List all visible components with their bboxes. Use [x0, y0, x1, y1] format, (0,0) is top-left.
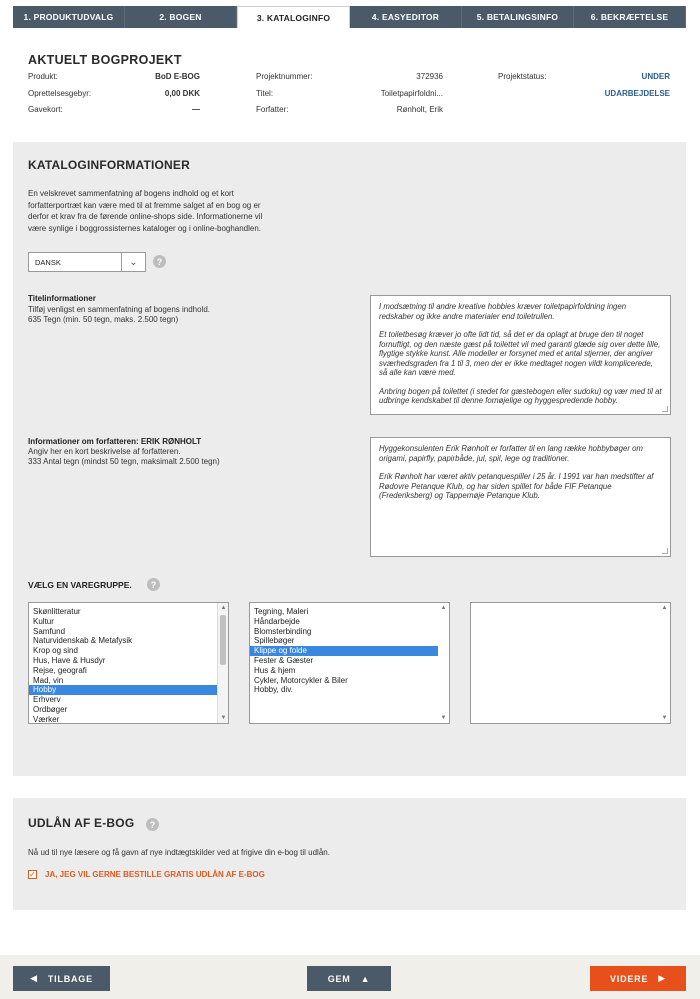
- scrollbar[interactable]: [659, 603, 670, 723]
- titelinfo-count: 635 Tegn (min. 50 tegn, maks. 2.500 tegn): [28, 315, 179, 324]
- scrollbar[interactable]: [217, 603, 228, 723]
- status-label: Projektstatus:: [498, 72, 547, 81]
- scroll-down-icon[interactable]: ▼: [661, 715, 668, 721]
- forfatter-value: Rønholt, Erik: [396, 105, 443, 114]
- titelinfo-heading: Titelinformationer: [28, 294, 96, 303]
- tab-easyeditor[interactable]: 4. EASYEDITOR: [350, 6, 462, 28]
- udlaan-checkbox-label[interactable]: JA, JEG VIL GERNE BESTILLE GRATIS UDLÅN AF E-BOG: [45, 870, 265, 879]
- chevron-down-icon[interactable]: ⌄: [121, 253, 145, 271]
- udlaan-section: [13, 798, 686, 910]
- list-item[interactable]: Krop og sind: [33, 646, 78, 656]
- titel-value: Toiletpapirfoldni...: [380, 89, 443, 98]
- forfatter-label: Forfatter:: [256, 105, 289, 114]
- titelinfo-paragraph: I modsætning til andre kreative hobbies kræver toiletpapirfoldning ingen redskaber og ikke andre materialer end toiletrullen.: [379, 302, 627, 321]
- kataloginfo-section: [13, 142, 686, 776]
- category-list-2[interactable]: [249, 602, 450, 724]
- language-value: DANSK: [35, 257, 61, 267]
- list-item[interactable]: Blomsterbinding: [254, 626, 312, 636]
- back-button-label: TILBAGE: [47, 973, 93, 984]
- intro-line-4: være synlige i boggrossisternes kataloger og i online-boghandlen.: [28, 223, 262, 233]
- forfatterinfo-heading: Informationer om forfatteren: ERIK RØNHOLT: [28, 437, 202, 446]
- list-item[interactable]: Samfund: [33, 626, 66, 636]
- project-title: AKTUELT BOGPROJEKT: [28, 53, 182, 67]
- forfatterinfo-hint: [28, 447, 220, 467]
- scroll-down-icon[interactable]: ▼: [220, 715, 227, 721]
- help-icon[interactable]: ?: [153, 255, 166, 268]
- footer-bar: [0, 955, 700, 999]
- forfatterinfo-hint-1: Angiv her en kort beskrivelse af forfatteren.: [28, 447, 181, 456]
- language-select[interactable]: [28, 252, 146, 272]
- tab-bogen[interactable]: 2. BOGEN: [125, 6, 237, 28]
- projektnummer-value: 372936: [416, 72, 443, 81]
- scroll-down-icon[interactable]: ▼: [440, 715, 447, 721]
- list-item[interactable]: Fester & Gæster: [254, 655, 314, 665]
- category-list-3[interactable]: [470, 602, 671, 724]
- status-value: UNDER: [641, 72, 670, 81]
- list-item[interactable]: Hobby, div.: [254, 685, 293, 695]
- titel-label: Titel:: [256, 89, 274, 98]
- status-value-2: UDARBEJDELSE: [604, 89, 670, 98]
- gebyr-value: 0,00 DKK: [164, 89, 200, 98]
- titelinfo-textarea[interactable]: [370, 295, 671, 415]
- list-item[interactable]: Kultur: [33, 616, 54, 626]
- produkt-label: Produkt:: [28, 72, 58, 81]
- help-icon[interactable]: ?: [146, 818, 159, 831]
- resize-handle[interactable]: [662, 406, 668, 412]
- list-item[interactable]: Skønlitteratur: [33, 607, 81, 616]
- produkt-value: BoD E-BOG: [155, 72, 200, 81]
- scroll-up-icon[interactable]: ▲: [661, 605, 668, 611]
- next-button-label: VIDERE: [609, 973, 649, 984]
- scroll-thumb[interactable]: [220, 615, 226, 665]
- save-icon: ▲: [360, 973, 371, 984]
- help-icon[interactable]: ?: [147, 578, 160, 591]
- titelinfo-paragraph: Anbring bogen på toilettet (i stedet for gæstebogen eller sudoku) og vær med til at udbringe kendskabet til denne fornøjelige og hyggespredende hobby.: [379, 386, 662, 405]
- scroll-up-icon[interactable]: ▲: [440, 605, 447, 611]
- arrow-left-icon: ◀: [30, 973, 38, 983]
- projektnummer-label: Projektnummer:: [256, 72, 313, 81]
- list-item[interactable]: Hus, Have & Husdyr: [33, 655, 106, 665]
- back-button[interactable]: [13, 966, 110, 991]
- arrow-right-icon: ▶: [658, 973, 667, 983]
- tab-bekraeftelse[interactable]: 6. BEKRÆFTELSE: [574, 6, 686, 28]
- forfatterinfo-count: 333 Antal tegn (mindst 50 tegn, maksimalt 2.500 tegn): [28, 457, 220, 466]
- varegruppe-title: VÆLG EN VAREGRUPPE.: [28, 580, 132, 590]
- category-list-1[interactable]: [28, 602, 229, 724]
- titelinfo-paragraph: Et toiletbesøg kræver jo ofte lidt tid, så det er da oplagt at bruge den til noget fornuftigt, og den næste gæst på toilettet vil med garanti glæde sig over dette lille, flygtige stykke kunst. Alle modeller er forsynet med et antal stjerner, der angiver sværhedsgraden fra 1 til 3, men der er ikke medtaget nogen vildt komplicerede, så alle kan være med.: [379, 330, 661, 377]
- intro-line-2: forfatterportræt kan være med til at fremme salget af en bog og er: [28, 200, 261, 210]
- forfatterinfo-paragraph: Hyggekonsulenten Erik Rønholt er forfatter til en lang række hobbybøger om origami, papirfly, papirbåde, jul, spil, lege og traditioner.: [379, 444, 643, 463]
- list-item[interactable]: Hobby: [29, 685, 228, 695]
- udlaan-title: UDLÅN AF E-BOG: [28, 816, 135, 830]
- udlaan-checkbox[interactable]: ✓: [29, 869, 36, 879]
- tab-produktudvalg[interactable]: 1. PRODUKTUDVALG: [13, 6, 125, 28]
- gavekort-label: Gavekort:: [28, 105, 63, 114]
- project-info: [0, 0, 700, 120]
- udlaan-checkbox-row[interactable]: [28, 870, 265, 879]
- udlaan-text: Nå ud til nye læsere og få gavn af nye indtægtskilder ved at frigive din e-bog til udlån.: [28, 848, 330, 857]
- tab-betalingsinfo[interactable]: 5. BETALINGSINFO: [462, 6, 574, 28]
- save-button[interactable]: [307, 966, 391, 991]
- list-item[interactable]: Ordbøger: [33, 704, 68, 714]
- next-button[interactable]: [590, 966, 686, 991]
- scrollbar[interactable]: [438, 603, 449, 723]
- list-item[interactable]: Naturvidenskab & Metafysik: [33, 636, 133, 646]
- gebyr-label: Oprettelsesgebyr:: [28, 89, 92, 98]
- save-button-label: GEM: [327, 973, 351, 984]
- titelinfo-hint: [28, 305, 210, 325]
- list-item[interactable]: Spillebøger: [254, 636, 295, 646]
- forfatterinfo-textarea[interactable]: [370, 437, 671, 557]
- list-item[interactable]: Cykler, Motorcykler & Biler: [254, 675, 348, 685]
- scroll-up-icon[interactable]: ▲: [220, 605, 227, 611]
- list-item[interactable]: Håndarbejde: [254, 616, 300, 626]
- list-item[interactable]: Mad, vin: [33, 675, 64, 685]
- intro-line-1: En velskrevet sammenfatning af bogens indhold og et kort: [28, 189, 234, 198]
- list-item[interactable]: Klippe og folde: [250, 646, 449, 656]
- list-item[interactable]: Erhverv: [33, 695, 61, 705]
- list-item[interactable]: Tegning, Maleri: [254, 607, 309, 616]
- gavekort-value: —: [192, 105, 200, 114]
- list-item[interactable]: Rejse, geografi: [33, 665, 87, 675]
- list-item[interactable]: Hus & hjem: [254, 665, 296, 675]
- kataloginfo-intro: [28, 188, 328, 234]
- intro-line-3: derfor et krav fra de førende online-shops side. Informationerne vil: [28, 212, 263, 221]
- list-item[interactable]: Værker: [33, 714, 60, 724]
- kataloginfo-title: KATALOGINFORMATIONER: [28, 158, 190, 172]
- forfatterinfo-paragraph: Erik Rønholt har været aktiv petanquespiller i 25 år. I 1991 var han medstifter af Rødovre Petanque Klub, og har siden spillet for både FIF Petanque (Frederiksberg) og Tappernøje Petanque Klub.: [379, 472, 654, 500]
- titelinfo-hint-1: Tilføj venligst en sammenfatning af bogens indhold.: [28, 305, 211, 314]
- tab-kataloginfo[interactable]: 3. KATALOGINFO: [237, 6, 350, 28]
- resize-handle[interactable]: [662, 548, 668, 554]
